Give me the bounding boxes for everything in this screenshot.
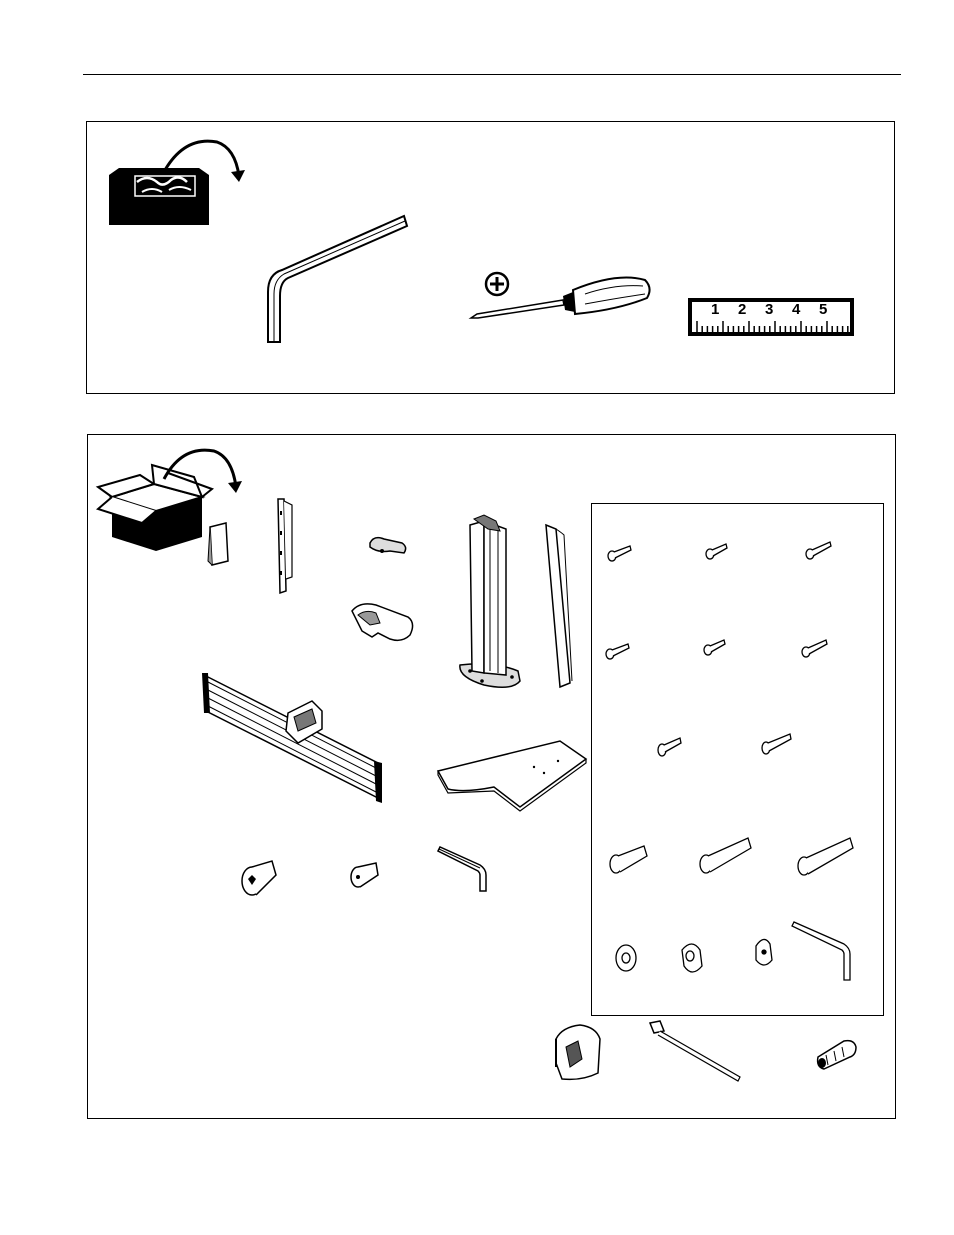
ruler-number: 1 (711, 301, 720, 318)
hex-key-small-icon (436, 845, 492, 895)
wall-bracket-icon (552, 1023, 606, 1085)
toolbox-icon (107, 130, 247, 230)
end-cap-icon (206, 521, 232, 569)
shelf-icon (434, 737, 590, 809)
ruler-number: 5 (819, 301, 828, 318)
hardware-kit-box (591, 503, 884, 1016)
header-rule (83, 74, 901, 75)
phillips-screwdriver-icon (467, 270, 657, 330)
flat-head-bolt-icon (238, 855, 282, 899)
ruler-number: 4 (792, 301, 801, 318)
mounting-rail-icon (198, 671, 388, 807)
anchor-icon (814, 1035, 860, 1071)
tape-measure-icon (687, 297, 855, 337)
cable-tie-icon (644, 1019, 744, 1083)
column-icon (454, 515, 524, 695)
clamp-icon (350, 599, 416, 645)
hardware-parts-group (592, 504, 885, 1017)
ruler-number: 2 (738, 301, 747, 318)
parts-panel (87, 434, 896, 1119)
vertical-bracket-icon (274, 497, 300, 595)
bolt-icon (348, 859, 384, 891)
hex-key-icon (262, 212, 412, 352)
clip-icon (366, 533, 410, 557)
cable-cover-icon (542, 523, 576, 693)
ruler-number: 3 (765, 301, 774, 318)
screw-icon (608, 542, 831, 561)
tools-required-panel (86, 121, 895, 394)
